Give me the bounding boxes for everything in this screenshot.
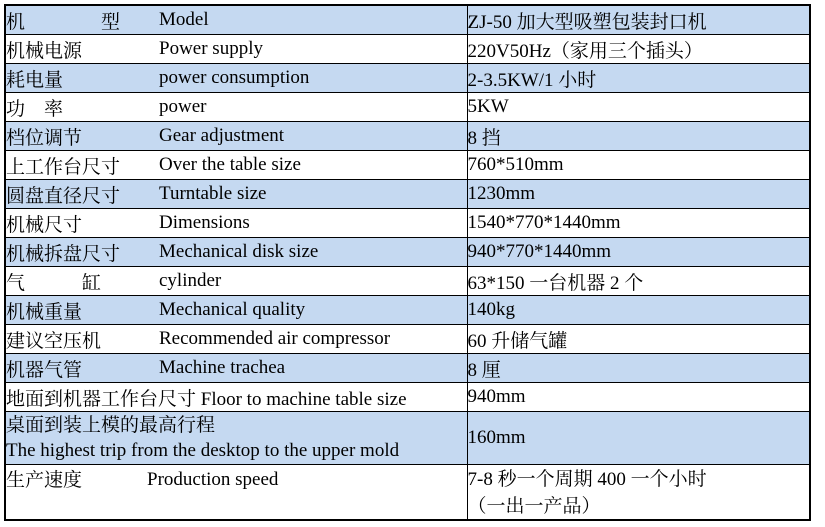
table-row [5, 465, 810, 521]
spec-label-english: cylinder [159, 269, 222, 291]
spec-label-english: Over the table size [159, 153, 301, 175]
table-row [5, 180, 810, 209]
spec-value-cell: ZJ-50 加大型吸塑包装封口机 [467, 5, 810, 35]
spec-label-chinese: 上工作台尺寸 [6, 156, 121, 178]
spec-label-cell [5, 354, 467, 383]
spec-value-line2: （一出一产品） [467, 496, 601, 517]
table-row [5, 64, 810, 93]
spec-value-cell: 1540*770*1440mm [467, 209, 810, 238]
spec-label-cell [5, 93, 467, 122]
spec-value-cell: 5KW [467, 93, 810, 122]
spec-value-cell: 140kg [467, 296, 810, 325]
spec-value-cell: 220V50Hz（家用三个插头） [467, 35, 810, 64]
spec-label-cell [5, 325, 467, 354]
spec-label-cell [5, 465, 467, 521]
spec-label-cell [5, 296, 467, 325]
spec-value-cell: 2-3.5KW/1 小时 [467, 64, 810, 93]
spec-label-cell [5, 122, 467, 151]
table-row [5, 35, 810, 64]
spec-label-english: power consumption [159, 66, 310, 88]
table-row [5, 412, 810, 465]
spec-label-english: Machine trachea [159, 356, 286, 378]
spec-table-body [5, 5, 810, 520]
spec-label-cell [5, 35, 467, 64]
spec-value-cell: 760*510mm [467, 151, 810, 180]
spec-label-chinese: 桌面到装上模的最高行程 [6, 415, 216, 436]
spec-value-cell [467, 465, 810, 521]
table-row [5, 354, 810, 383]
spec-label-line [6, 467, 467, 492]
spec-label-cell [5, 209, 467, 238]
spec-label-chinese: 机械电源 [6, 40, 83, 62]
spec-label-chinese: 机器气管 [6, 359, 83, 381]
spec-value-line1: 7-8 秒一个周期 400 一个小时 [467, 469, 707, 490]
table-row [5, 238, 810, 267]
spec-label-chinese: 耗电量 [6, 69, 64, 91]
table-row [5, 267, 810, 296]
spec-value-text: 160mm [467, 427, 526, 448]
spec-label-chinese: 圆盘直径尺寸 [6, 185, 121, 207]
table-row [5, 5, 810, 35]
table-row [5, 93, 810, 122]
table-row [5, 325, 810, 354]
table-row [5, 151, 810, 180]
table-row [5, 209, 810, 238]
spec-label-cell [5, 180, 467, 209]
spec-label-chinese: 气 缸 [6, 272, 102, 294]
spec-value-cell: 940mm [467, 383, 810, 412]
spec-label-chinese: 机 型 [6, 11, 121, 33]
spec-label-english: Power supply [159, 37, 263, 59]
spec-label-cell [5, 412, 467, 465]
spec-value-cell: 8 厘 [467, 354, 810, 383]
spec-label-cell [5, 151, 467, 180]
spec-label-combined: 地面到机器工作台尺寸 Floor to machine table size [6, 388, 407, 410]
table-row [5, 296, 810, 325]
spec-label-english: Recommended air compressor [159, 327, 391, 349]
spec-label-cell [5, 5, 467, 35]
spec-label-english: Turntable size [159, 182, 267, 204]
spec-label-chinese: 机械拆盘尺寸 [6, 243, 121, 265]
spec-label-english: Mechanical quality [159, 298, 306, 320]
spec-label-english: Production speed [147, 469, 279, 490]
spec-value-cell: 8 挡 [467, 122, 810, 151]
spec-label-cell [5, 267, 467, 296]
spec-label-english: The highest trip from the desktop to the upper mold [6, 440, 400, 461]
spec-value-cell: 60 升储气罐 [467, 325, 810, 354]
spec-label-chinese: 机械尺寸 [6, 214, 83, 236]
spec-label-chinese: 功 率 [6, 98, 64, 120]
table-row [5, 122, 810, 151]
spec-label-chinese: 档位调节 [6, 127, 83, 149]
spec-label-chinese: 建议空压机 [6, 330, 102, 352]
spec-label-chinese: 机械重量 [6, 301, 83, 323]
spec-value-cell [467, 412, 810, 465]
spec-label-cell [5, 383, 467, 412]
spec-label-english: Gear adjustment [159, 124, 285, 146]
spec-label-english: power [159, 95, 207, 117]
spec-label-cell [5, 238, 467, 267]
table-row [5, 383, 810, 412]
machine-spec-table [4, 4, 811, 521]
spec-value-cell: 63*150 一台机器 2 个 [467, 267, 810, 296]
spec-value-cell: 940*770*1440mm [467, 238, 810, 267]
spec-label-english: Dimensions [159, 211, 250, 233]
spec-label-english: Mechanical disk size [159, 240, 319, 262]
spec-label-chinese: 生产速度 [6, 470, 83, 492]
spec-label-english: Model [159, 8, 209, 30]
spec-label-cell [5, 64, 467, 93]
spec-value-cell: 1230mm [467, 180, 810, 209]
